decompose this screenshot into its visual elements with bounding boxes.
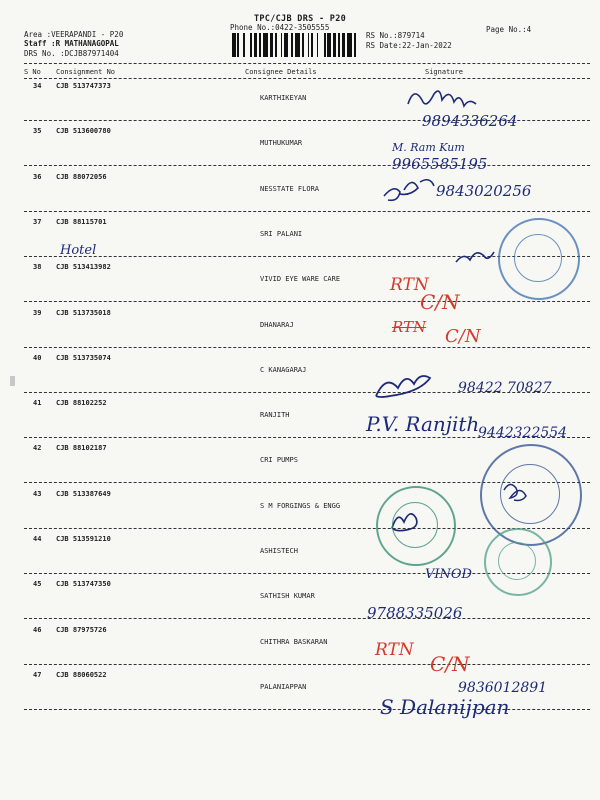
drs-number: DRS No. :DCJB87971404 (24, 49, 119, 58)
col-sno: S No (24, 68, 41, 76)
phone-40-handwritten: 98422 70827 (458, 380, 552, 396)
phone-45-handwritten: 9788335026 (367, 604, 463, 622)
row-consignee-name: PALANIAPPAN (260, 682, 307, 691)
signature-44-text: VINOD (425, 567, 472, 582)
cn-mark-46: C/N (430, 652, 470, 676)
row-consignment-number: CJB 88102187 (56, 444, 107, 453)
row-consignment-number: CJB 513591210 (56, 535, 111, 543)
signature-40 (376, 376, 430, 397)
row-serial-number: 34 (33, 82, 42, 90)
row-serial-number: 37 (33, 217, 42, 226)
row-serial-number: 45 (33, 580, 42, 589)
phone-47-handwritten: 9836012891 (458, 680, 548, 696)
row-serial-number: 38 (33, 263, 42, 272)
row-consignment-number: CJB 513735074 (56, 353, 111, 362)
signature-37 (456, 252, 494, 262)
row-consignee-name: MUTHUKUMAR (260, 139, 303, 148)
row-consignment-number: CJB 88115701 (56, 217, 107, 226)
phone-35-handwritten: 9965585195 (392, 155, 488, 173)
margin-mark (10, 376, 15, 386)
row-consignee-name: C KANAGARAJ (260, 365, 307, 374)
row-consignee-name: SATHISH KUMAR (260, 592, 315, 601)
cn-mark-38: C/N (420, 290, 460, 314)
row-consignment-number: CJB 513747373 (56, 82, 111, 90)
row-serial-number: 44 (33, 535, 42, 543)
row-consignee-name: VIVID EYE WARE CARE (260, 275, 341, 284)
row-serial-number: 40 (33, 353, 42, 362)
col-consignment: Consignment No (56, 68, 116, 76)
row-consignee-name: DHANARAJ (260, 320, 294, 329)
rs-date: RS Date:22-Jan-2022 (366, 41, 452, 50)
page-number: Page No.:4 (486, 25, 532, 34)
stamp-sri-dandavar (498, 218, 580, 300)
stamp-sm-forgings (376, 486, 456, 566)
row-consignment-number: CJB 88060522 (56, 670, 107, 679)
stamp-ashistech (484, 528, 552, 596)
col-consignee: Consignee Details (245, 68, 317, 76)
signature-47-text: S Dalanijpan (380, 695, 510, 719)
signature-36 (384, 180, 434, 201)
row-serial-number: 43 (33, 489, 42, 498)
row-consignee-name: CHITHRA BASKARAN (260, 637, 328, 646)
row-consignment-number: CJB 87975726 (56, 625, 107, 634)
row-serial-number: 36 (33, 172, 42, 181)
row-serial-number: 41 (33, 399, 42, 408)
phone-34-handwritten: 9894336264 (422, 112, 518, 130)
row-consignment-number: CJB 513747350 (56, 580, 111, 589)
sheet-title: TPC/CJB DRS - P20 (253, 14, 347, 24)
rtn-mark-46: RTN (375, 640, 414, 660)
rtn-mark-38: RTN (390, 275, 429, 295)
row-consignee-name: KARTHIKEYAN (260, 94, 307, 102)
phone-36-handwritten: 9843020256 (436, 182, 532, 200)
area-label: Area :VEERAPANDI - P20 (24, 30, 124, 39)
row-consignee-name: ASHISTECH (260, 547, 298, 555)
row-serial-number: 47 (33, 670, 42, 679)
row-consignment-number: CJB 513600780 (56, 127, 111, 136)
note-38-handwritten: Hotel (60, 243, 97, 258)
row-consignee-name: RANJITH (260, 411, 290, 420)
phone-number: Phone No.:0422-3505555 (230, 23, 330, 32)
staff-label: Staff :R MATHANAGOPAL (24, 39, 119, 48)
row-consignee-name: SRI PALANI (260, 229, 303, 238)
signature-35-text: M. Ram Kum (392, 141, 465, 154)
row-serial-number: 39 (33, 308, 42, 317)
row-consignment-number: CJB 88102252 (56, 399, 107, 408)
rtn-mark-39: RTN (392, 318, 427, 336)
row-consignment-number: CJB 513387649 (56, 489, 111, 498)
signature-41-text: P.V. Ranjith (366, 412, 480, 436)
row-consignee-name: NESSTATE FLORA (260, 184, 320, 193)
row-serial-number: 46 (33, 625, 42, 634)
col-signature: Signature (425, 68, 463, 76)
row-consignee-name: S M FORGINGS & ENGG (260, 501, 341, 510)
row-consignment-number: CJB 513735018 (56, 308, 111, 317)
row-consignment-number: CJB 88072056 (56, 172, 107, 181)
row-serial-number: 35 (33, 127, 42, 136)
row-serial-number: 42 (33, 444, 42, 453)
row-consignee-name: CRI PUMPS (260, 456, 298, 465)
phone-41-handwritten: 9442322554 (478, 425, 568, 441)
row-consignment-number: CJB 513413982 (56, 263, 111, 272)
cn-mark-39: C/N (445, 326, 481, 347)
rs-number: RS No.:879714 (366, 31, 425, 40)
signature-34 (408, 91, 476, 106)
